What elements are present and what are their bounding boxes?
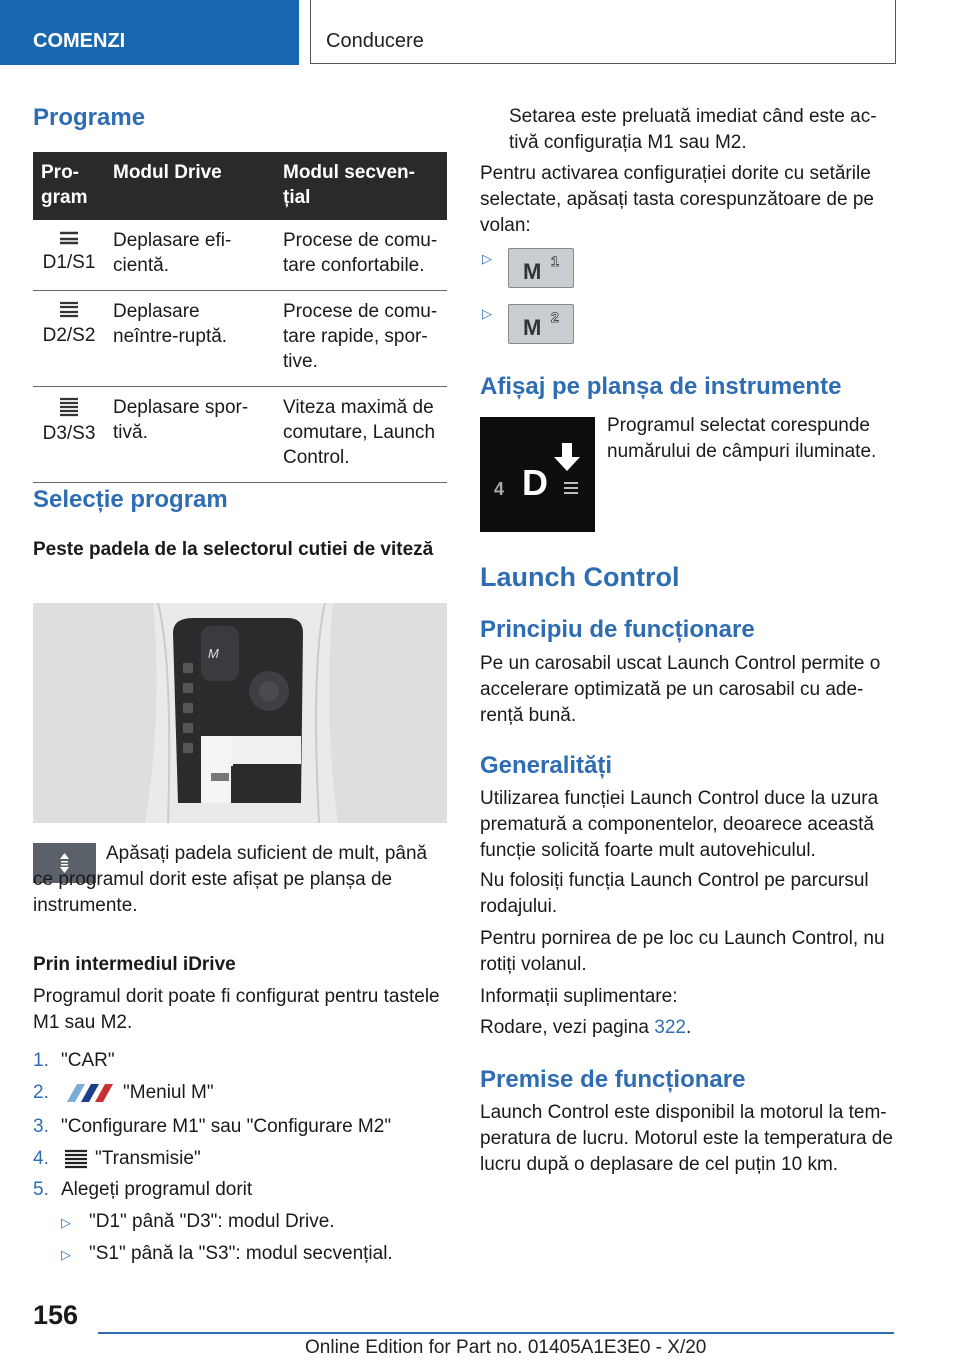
- table-header-row: [33, 152, 447, 220]
- display-text: Programul selectat corespunde numărului de câmpuri iluminate.: [607, 415, 877, 462]
- m1-button-number: 1: [551, 253, 559, 269]
- general-text-2: Nu folosiți funcția Launch Control pe parcursul rodajului.: [480, 870, 869, 917]
- table-row: [33, 291, 447, 387]
- program-3-icon: [58, 397, 80, 417]
- program-code: D3/S3: [42, 423, 96, 444]
- list-item: 3. "Configurare M1" sau "Configurare M2": [33, 1116, 392, 1137]
- programs-heading: Programe: [33, 104, 146, 131]
- page-link[interactable]: 322: [654, 1017, 686, 1038]
- gear-selector-photo: [33, 603, 447, 823]
- general-text-3: Pentru pornirea de pe loc cu Launch Control, nu rotiți volanul.: [480, 928, 885, 975]
- general-text-5: Rodare, vezi pagina 322.: [480, 1017, 692, 1038]
- drive-mode-cell: Deplasare efi-cientă.: [105, 220, 275, 291]
- triangle-bullet-icon: ▷: [482, 251, 492, 266]
- programs-table: [33, 152, 447, 483]
- col-header-drive: Modul Drive: [105, 152, 275, 220]
- m-menu-icon: [63, 1082, 119, 1104]
- prereq-text: Launch Control este disponibil la motorul la tem-peratura de lucru. Motorul este la temperatura de lucru după o deplasare de cel puțin 10 km.: [480, 1102, 893, 1175]
- list-item: 2. "Meniul M": [33, 1082, 214, 1103]
- adopted-text: Setarea este preluată imediat când este ac-tivă configurația M1 sau M2.: [509, 106, 877, 153]
- transmission-icon: [63, 1149, 89, 1169]
- footer-edition: Online Edition for Part no. 01405A1E3E0 - X/20: [305, 1337, 707, 1358]
- instrument-display-graphic: [480, 417, 595, 532]
- drive-mode-cell: Deplasare neîntre-ruptă.: [105, 291, 275, 387]
- sequential-mode-cell: Procese de comu-tare rapide, spor-tive.: [275, 291, 447, 387]
- idrive-subheading: Prin intermediul iDrive: [33, 954, 236, 975]
- sub-list-item: ▷ "D1" până "D3": modul Drive.: [61, 1209, 335, 1236]
- idrive-text: Programul dorit poate fi configurat pentru tastele M1 sau M2.: [33, 986, 440, 1033]
- program-code: D2/S2: [42, 325, 96, 346]
- activate-text: Pentru activarea configurației dorite cu setările selectate, apăsați tasta corespunzătoare de pe volan:: [480, 163, 874, 236]
- m1-button-letter: M: [523, 259, 542, 284]
- list-item: 1. "CAR": [33, 1050, 115, 1071]
- m2-button-letter: M: [523, 315, 542, 340]
- launch-heading: Launch Control: [480, 562, 680, 592]
- section-tab: [0, 0, 299, 65]
- chapter-tab: [310, 0, 896, 64]
- chapter-label: Conducere: [326, 30, 424, 52]
- general-heading: Generalități: [480, 752, 613, 779]
- prereq-heading: Premise de funcționare: [480, 1066, 746, 1093]
- sequential-mode-cell: Viteza maximă de comutare, Launch Control.: [275, 387, 447, 483]
- svg-text:M: M: [208, 646, 219, 661]
- triangle-bullet-icon: ▷: [482, 306, 492, 321]
- program-2-icon: [58, 301, 80, 319]
- general-text-4: Informații suplimentare:: [480, 986, 678, 1007]
- col-header-sequential: Modul secven-țial: [275, 152, 447, 220]
- col-header-program: Pro-gram: [33, 152, 105, 220]
- display-gear-digit: 4: [494, 479, 505, 499]
- program-code: D1/S1: [42, 252, 96, 273]
- section-label: COMENZI: [33, 30, 126, 52]
- display-gear-letter: D: [522, 462, 548, 503]
- drive-mode-cell: Deplasare spor-tivă.: [105, 387, 275, 483]
- general-text-1: Utilizarea funcției Launch Control duce la uzura prematură a componentelor, deoarece această funcție solicită foarte mult autovehiculul.: [480, 788, 879, 861]
- principle-text: Pe un carosabil uscat Launch Control permite o accelerare optimizată pe un carosabil cu ade-rență bună.: [480, 653, 881, 726]
- selection-heading: Selecție program: [33, 486, 228, 513]
- list-item: 4. "Transmisie": [33, 1148, 201, 1169]
- triangle-bullet-icon: ▷: [61, 1215, 71, 1230]
- footer-divider: [98, 1332, 894, 1334]
- table-row: [33, 387, 447, 483]
- sequential-mode-cell: Procese de comu-tare confortabile.: [275, 220, 447, 291]
- list-item: 5. Alegeți programul dorit: [33, 1179, 253, 1200]
- display-heading: Afișaj pe planșa de instrumente: [480, 373, 842, 400]
- m2-button-icon: [508, 304, 574, 344]
- m2-button-number: 2: [551, 309, 559, 325]
- principle-heading: Principiu de funcționare: [480, 616, 755, 643]
- paddle-text: Apăsați padela suficient de mult, până ce programul dorit este afișat pe planșa de instrumente.: [33, 843, 428, 916]
- table-row: [33, 220, 447, 291]
- m1-button-icon: [508, 248, 574, 288]
- program-1-icon: [58, 230, 80, 246]
- triangle-bullet-icon: ▷: [61, 1247, 71, 1262]
- page-number: 156: [33, 1300, 79, 1330]
- sub-list-item: ▷ "S1" până la "S3": modul secvențial.: [61, 1241, 393, 1268]
- paddle-subheading: Peste padela de la selectorul cutiei de viteză: [33, 539, 434, 560]
